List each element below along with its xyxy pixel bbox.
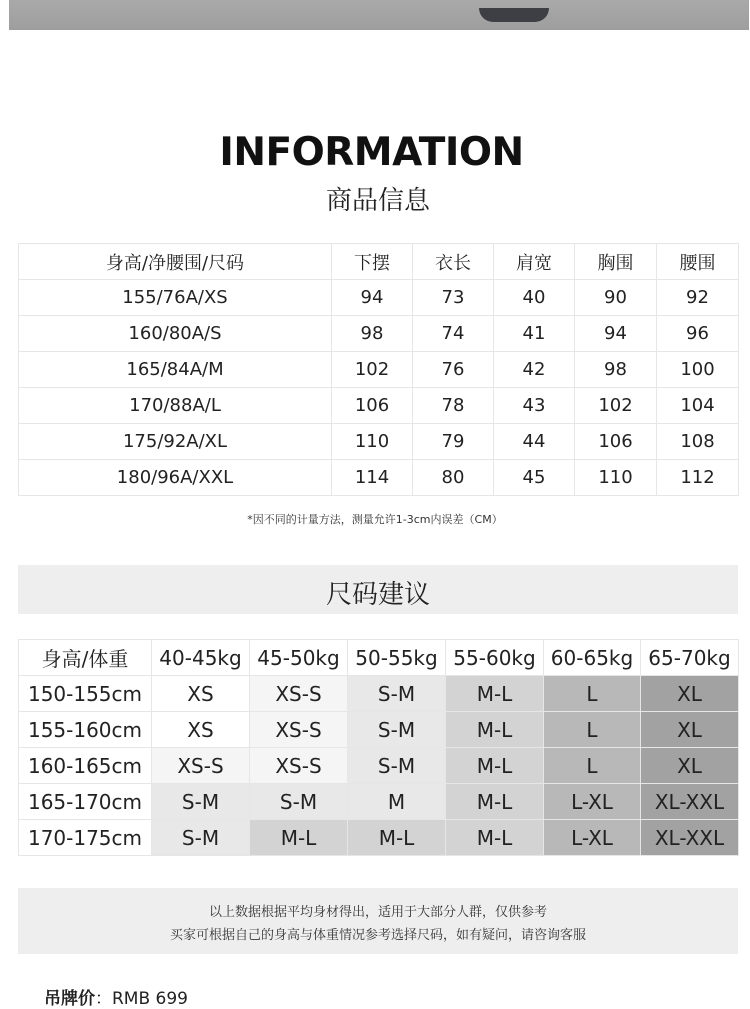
size-recommendation-cell: L — [544, 676, 641, 712]
info-table-cell: 76 — [413, 352, 494, 388]
info-table-row — [19, 424, 739, 460]
info-column-header: 胸围 — [575, 244, 657, 280]
size-recommendation-cell: L-XL — [544, 784, 641, 820]
tag-price-value: RMB 699 — [112, 989, 188, 1009]
info-table-cell: 100 — [657, 352, 739, 388]
product-photo-detail — [479, 8, 549, 22]
size-recommendation-cell: XL — [641, 748, 739, 784]
info-table-cell: 96 — [657, 316, 739, 352]
size-recommendation-cell: XS — [152, 676, 250, 712]
info-table-cell: 43 — [494, 388, 575, 424]
size-header-row — [19, 640, 739, 676]
height-range-cell: 150-155cm — [19, 676, 152, 712]
info-table-cell: 102 — [575, 388, 657, 424]
height-range-cell: 160-165cm — [19, 748, 152, 784]
size-recommendation-cell: M-L — [446, 748, 544, 784]
size-recommendation-cell: S-M — [152, 784, 250, 820]
size-recommendation-cell: XL-XXL — [641, 784, 739, 820]
height-range-cell: 155-160cm — [19, 712, 152, 748]
info-table-cell: 110 — [575, 460, 657, 496]
info-table-cell: 42 — [494, 352, 575, 388]
size-table-row — [19, 820, 739, 856]
size-recommendation-cell: XS-S — [152, 748, 250, 784]
size-recommendation-cell: XS-S — [250, 712, 348, 748]
size-recommendation-cell: S-M — [348, 748, 446, 784]
size-recommendation-cell: M-L — [446, 712, 544, 748]
page-title-english: INFORMATION — [219, 130, 524, 175]
info-table-cell: 74 — [413, 316, 494, 352]
info-table-cell: 98 — [332, 316, 413, 352]
size-recommendation-cell: XS-S — [250, 748, 348, 784]
info-table-cell: 110 — [332, 424, 413, 460]
page-title-chinese: 商品信息 — [325, 186, 430, 216]
info-table-cell: 175/92A/XL — [19, 424, 332, 460]
info-table-cell: 180/96A/XXL — [19, 460, 332, 496]
size-recommendation-cell: XS — [152, 712, 250, 748]
size-table-row — [19, 784, 739, 820]
footer-notice-line-2: 买家可根据自己的身高与体重情况参考选择尺码，如有疑问，请咨询客服 — [169, 928, 586, 943]
info-table-row — [19, 316, 739, 352]
size-column-header: 40-45kg — [152, 640, 250, 676]
size-recommendation-cell: XL-XXL — [641, 820, 739, 856]
info-table-row — [19, 280, 739, 316]
info-table-cell: 155/76A/XS — [19, 280, 332, 316]
size-column-header: 60-65kg — [544, 640, 641, 676]
size-recommendation-cell: L-XL — [544, 820, 641, 856]
info-column-header: 腰围 — [657, 244, 739, 280]
footer-notice-line-1: 以上数据根据平均身材得出，适用于大部分人群，仅供参考 — [208, 905, 547, 920]
info-column-header: 衣长 — [413, 244, 494, 280]
size-column-header: 65-70kg — [641, 640, 739, 676]
size-recommendation-cell: S-M — [348, 712, 446, 748]
info-table-cell: 104 — [657, 388, 739, 424]
size-recommendation-cell: XL — [641, 712, 739, 748]
info-column-header: 身高/净腰围/尺码 — [19, 244, 332, 280]
size-recommendation-cell: S-M — [250, 784, 348, 820]
info-table-cell: 108 — [657, 424, 739, 460]
info-table-cell: 106 — [332, 388, 413, 424]
info-table-cell: 160/80A/S — [19, 316, 332, 352]
info-table-cell: 94 — [332, 280, 413, 316]
info-table-cell: 41 — [494, 316, 575, 352]
size-column-header: 50-55kg — [348, 640, 446, 676]
size-recommendation-cell: XS-S — [250, 676, 348, 712]
size-column-header: 45-50kg — [250, 640, 348, 676]
size-recommendation-cell: L — [544, 712, 641, 748]
size-column-header: 55-60kg — [446, 640, 544, 676]
size-recommendation-cell: S-M — [348, 676, 446, 712]
info-table-cell: 80 — [413, 460, 494, 496]
info-table-row — [19, 460, 739, 496]
info-table-cell: 102 — [332, 352, 413, 388]
info-table-cell: 92 — [657, 280, 739, 316]
info-table-cell: 73 — [413, 280, 494, 316]
size-recommendation-cell: L — [544, 748, 641, 784]
height-range-cell: 170-175cm — [19, 820, 152, 856]
measurement-note: *因不同的计量方法，测量允许1-3cm内误差（CM） — [247, 513, 503, 526]
height-range-cell: 165-170cm — [19, 784, 152, 820]
footer-notice — [18, 888, 738, 954]
info-table-cell: 112 — [657, 460, 739, 496]
size-recommendation-cell: XL — [641, 676, 739, 712]
size-recommendation-cell: S-M — [152, 820, 250, 856]
info-table-row — [19, 352, 739, 388]
info-header-row — [19, 244, 739, 280]
size-recommendation-cell: M-L — [250, 820, 348, 856]
size-advice-title: 尺码建议 — [325, 580, 430, 610]
tag-price-label: 吊牌价 — [44, 989, 95, 1009]
info-table-cell: 98 — [575, 352, 657, 388]
info-column-header: 下摆 — [332, 244, 413, 280]
info-table-cell: 170/88A/L — [19, 388, 332, 424]
size-recommendation-cell: M-L — [446, 676, 544, 712]
size-recommendation-cell: M-L — [446, 784, 544, 820]
size-recommendation-cell: M-L — [446, 820, 544, 856]
size-advice-header — [18, 565, 738, 614]
info-table-cell: 90 — [575, 280, 657, 316]
info-table-cell: 40 — [494, 280, 575, 316]
info-table-cell: 44 — [494, 424, 575, 460]
info-table-cell: 79 — [413, 424, 494, 460]
size-recommendation-cell: M-L — [348, 820, 446, 856]
info-column-header: 肩宽 — [494, 244, 575, 280]
info-table-row — [19, 388, 739, 424]
size-table-row — [19, 712, 739, 748]
size-recommendation-cell: M — [348, 784, 446, 820]
info-table-cell: 45 — [494, 460, 575, 496]
info-table-cell: 165/84A/M — [19, 352, 332, 388]
size-table-row — [19, 748, 739, 784]
info-table-cell: 114 — [332, 460, 413, 496]
info-table-cell: 106 — [575, 424, 657, 460]
size-column-header: 身高/体重 — [19, 640, 152, 676]
size-advice-table — [18, 639, 739, 856]
info-table-cell: 94 — [575, 316, 657, 352]
tag-price: 吊牌价：RMB 699 — [44, 989, 188, 1009]
product-photo-bottom-edge — [9, 0, 749, 30]
size-table-row — [19, 676, 739, 712]
product-info-table — [18, 243, 739, 496]
info-table-cell: 78 — [413, 388, 494, 424]
